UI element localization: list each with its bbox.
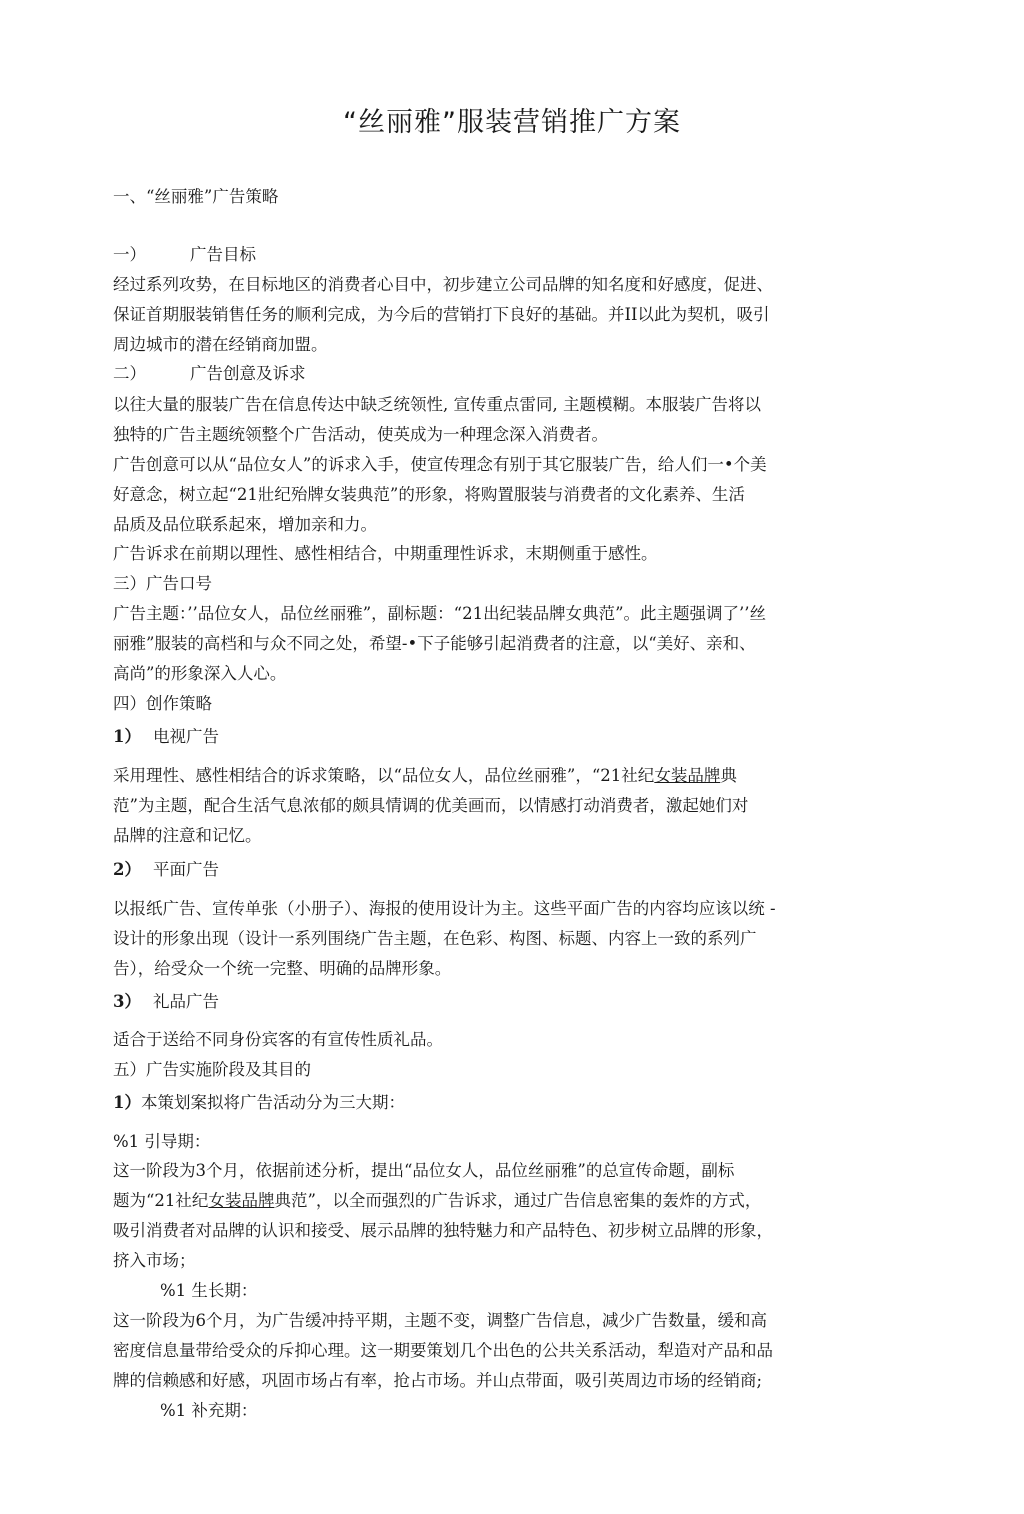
- paragraph-line: 保证首期服装销售任务的顺利完成，为今后的营销打下良好的基础。并II以此为契机，吸引: [113, 305, 770, 324]
- phase-heading: %1 生长期：: [160, 1281, 258, 1300]
- paragraph-line: 品牌的注意和记忆。: [113, 826, 262, 845]
- paragraph-line: 吸引消费者对品牌的认识和接受、展示品牌的独特魅力和产品特色、初步树立品牌的形象，: [113, 1221, 773, 1240]
- paragraph-line: 品质及品位联系起來，增加亲和力。: [113, 515, 377, 534]
- paragraph-line: 密度信息量带给受众的斥抑心理。这一期要策划几个出色的公共关系活动，犁造对产品和品: [113, 1341, 773, 1360]
- list-text: 本策划案拟将广告活动分为三大期：: [140, 1093, 405, 1112]
- underlined-text: 女装品牌: [654, 766, 721, 785]
- paragraph-line: 告），给受众一个统一完整、明确的品牌形象。: [113, 959, 452, 978]
- subheading-text: 广告创意及诉求: [190, 364, 306, 383]
- subheading-number: 二）: [113, 364, 146, 383]
- paragraph-line: 广告创意可以从“品位女人”的诉求入手，使宣传理念有别于其它服装广告，给人们一•个美: [113, 455, 767, 474]
- paragraph-line: 这一阶段为3个月，依据前述分析，提出“品位女人，品位丝丽雅”的总宣传命题，副标: [113, 1161, 735, 1180]
- subheading-creative: [113, 364, 306, 384]
- paragraph-line: 广告诉求在前期以理性、感性相结合，中期重理性诉求，末期侧重于感性。: [113, 544, 658, 563]
- subheading-phases: 五）广告实施阶段及其目的: [113, 1060, 311, 1079]
- section-heading: 一、“丝丽雅”广告策略: [113, 187, 279, 206]
- subheading-text: 广告目标: [190, 245, 256, 264]
- phase-heading: %1 引导期：: [113, 1132, 211, 1151]
- paragraph-line: 以报纸广告、宣传单张（小册子）、海报的使用设计为主。这些平面广告的内容均应该以统 -: [113, 899, 776, 918]
- paragraph-line: 以往大量的服装广告在信息传达中缺乏统领性, 宣传重点雷同, 主题模糊。本服装广告将以: [113, 395, 761, 414]
- paragraph-line: 独特的广告主题统领整个广告活动，使英成为一种理念深入消费者。: [113, 425, 608, 444]
- paragraph-line: 丽雅”服装的高档和与众不同之处，希望-•下子能够引起消费者的注意，以“美好、亲和、: [113, 634, 756, 653]
- list-item-phases: [113, 1093, 405, 1113]
- document-title: “丝丽雅”服装营销推广方案: [343, 107, 681, 138]
- list-number: 2）: [113, 860, 141, 879]
- phase-heading: %1 补充期：: [160, 1401, 258, 1420]
- list-number: 1）: [113, 727, 141, 746]
- list-text: 平面广告: [152, 860, 219, 879]
- paragraph-line: 采用理性、感性相结合的诉求策略，以“品位女人，品位丝丽雅”，“21社纪女装品牌典: [113, 766, 737, 785]
- subheading-slogan: 三）广告口号: [113, 574, 212, 593]
- paragraph-line: 挤入市场；: [113, 1251, 196, 1270]
- list-number: 1）: [113, 1093, 141, 1112]
- list-item-print-ad: [113, 860, 219, 880]
- paragraph-line: 经过系列攻势，在目标地区的消费者心目中，初步建立公司品牌的知名度和好感度，促进、: [113, 275, 773, 294]
- list-item-gift-ad: [113, 992, 219, 1012]
- list-text: 礼品广告: [152, 992, 219, 1011]
- paragraph-line: 高尚”的形象深入人心。: [113, 664, 287, 683]
- paragraph-line: 适合于送给不同身份宾客的有宣传性质礼品。: [113, 1030, 443, 1049]
- list-text: 电视广告: [152, 727, 219, 746]
- subheading-ad-goal: [113, 245, 256, 265]
- subheading-number: 一）: [113, 245, 146, 264]
- list-number: 3）: [113, 992, 141, 1011]
- paragraph-line: 周边城市的潜在经销商加盟。: [113, 335, 328, 354]
- paragraph-line: 广告主题：’’品位女人，品位丝丽雅”，副标题：“21出纪装品牌女典范”。此主题强调了’’丝: [113, 604, 767, 623]
- subheading-strategy: 四）创作策略: [113, 694, 212, 713]
- list-item-tv-ad: [113, 727, 219, 747]
- paragraph-line: 题为“21社纪女装品牌典范”，以全而强烈的广告诉求，通过广告信息密集的轰炸的方式，: [113, 1191, 762, 1210]
- paragraph-line: 好意念，树立起“21壯纪殆牌女装典范”的形象，将购置服装与消费者的文化素养、生活: [113, 485, 745, 504]
- paragraph-line: 牌的信赖感和好感，巩固市场占有率，抢占市场。并山点带面，吸引英周边市场的经销商;: [113, 1371, 763, 1390]
- underlined-text: 女装品牌: [208, 1191, 275, 1210]
- paragraph-line: 范”为主题，配合生活气息浓郁的颇具情调的优美画而，以情感打动消费者，激起她们对: [113, 796, 749, 815]
- paragraph-line: 这一阶段为6个月，为广告缓冲持平期，主题不变，调整广告信息，减少广告数量，缓和高: [113, 1311, 767, 1330]
- paragraph-line: 设计的形象出现（设计一系列围绕广告主题，在色彩、构图、标题、内容上一致的系列广: [113, 929, 757, 948]
